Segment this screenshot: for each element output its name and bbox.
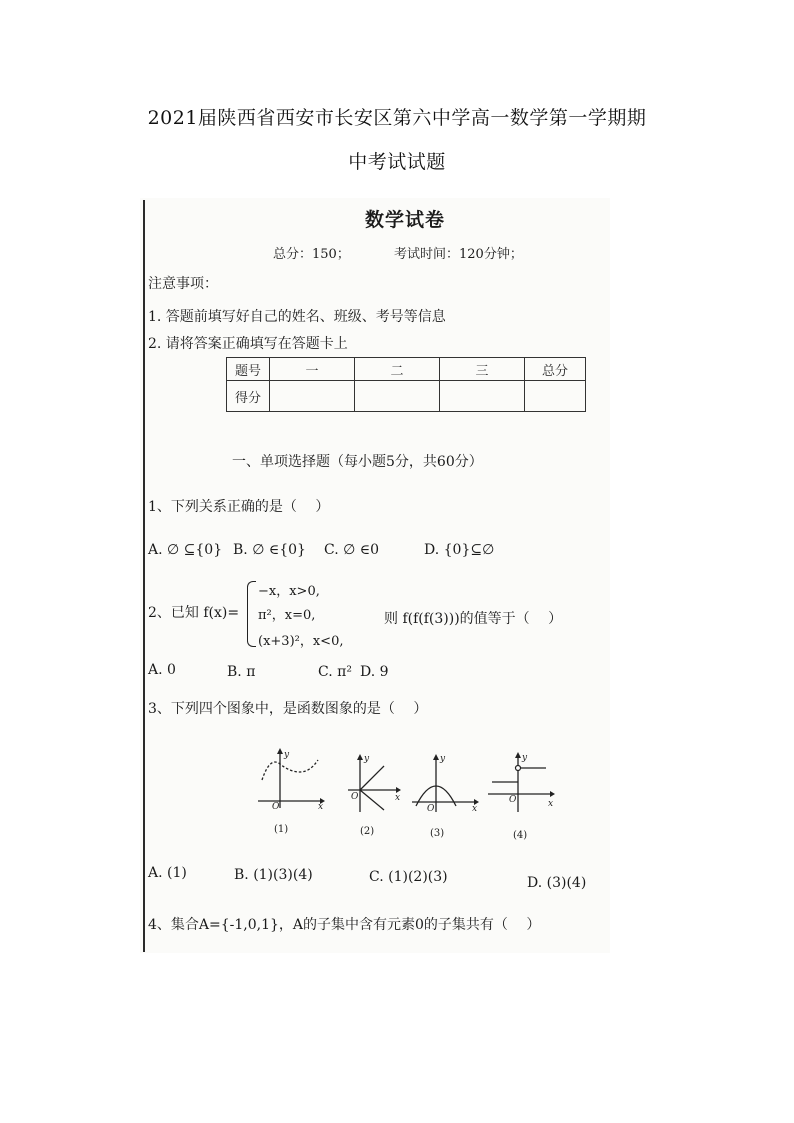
svg-text:x: x [548, 799, 554, 809]
question-3-option-b: B. (1)(3)(4) [234, 867, 313, 883]
score-cell [355, 381, 440, 412]
total-score: 总分：150； [273, 247, 350, 262]
question-3-option-c: C. (1)(2)(3) [369, 869, 448, 885]
score-table-header-cell: 一 [270, 358, 355, 381]
question-3-stem: 3、下列四个图象中，是函数图象的是（ ） [148, 701, 428, 717]
exam-heading: 数学试卷 [365, 209, 446, 231]
graph-3-caption: (3) [430, 828, 445, 839]
document-title-line-1: 2021届陕西省西安市长安区第六中学高一数学第一学期期 [147, 107, 647, 129]
question-1-option-d: D. {0}⊆∅ [424, 542, 495, 558]
question-1-option-b: B. ∅ ∈{0} [233, 542, 306, 558]
question-2-option-a: A. 0 [148, 662, 176, 678]
question-2-option-c: C. π² [318, 664, 352, 680]
section-title: 一、单项选择题（每小题5分，共60分） [232, 454, 483, 470]
question-3-option-a: A. (1) [148, 865, 187, 881]
score-cell [440, 381, 525, 412]
graph-2-caption: (2) [360, 826, 375, 837]
piecewise-case-1: −x，x>0, [258, 584, 320, 599]
svg-text:y: y [364, 754, 370, 764]
svg-text:x: x [472, 804, 478, 814]
question-2-tail: 则 f(f(f(3)))的值等于（ ） [384, 611, 563, 627]
graph-4-caption: (4) [513, 830, 528, 841]
piecewise-case-2: π²，x=0, [258, 608, 316, 623]
piecewise-case-3: (x+3)²，x<0, [258, 634, 344, 649]
question-2-option-d: D. 9 [360, 664, 389, 680]
graph-2-v-shape [346, 752, 402, 814]
note-item: 1. 答题前填写好自己的姓名、班级、考号等信息 [148, 309, 446, 325]
graph-4-step [486, 752, 556, 814]
question-1-option-c: C. ∅ ∈0 [324, 542, 380, 558]
question-1-option-a: A. ∅ ⊆{0} [148, 542, 223, 558]
score-table-header-cell: 三 [440, 358, 525, 381]
question-2-lead: 2、已知 f(x)= [148, 605, 240, 621]
graph-3-parabola [410, 752, 480, 814]
score-cell [525, 381, 586, 412]
question-3-option-d: D. (3)(4) [527, 875, 587, 891]
score-row-label: 得分 [227, 381, 270, 412]
svg-text:O: O [272, 802, 280, 810]
score-table-header-cell: 总分 [525, 358, 586, 381]
score-cell [270, 381, 355, 412]
graph-1-caption: (1) [274, 824, 289, 835]
question-4-stem: 4、集合A={-1,0,1}，A的子集中含有元素0的子集共有（ ） [148, 917, 541, 933]
exam-time: 考试时间：120分钟； [394, 247, 523, 262]
svg-text:y: y [440, 754, 446, 764]
svg-text:y: y [522, 753, 528, 763]
question-1-stem: 1、下列关系正确的是（ ） [148, 499, 330, 515]
svg-text:x: x [395, 793, 401, 803]
piecewise-brace [247, 581, 256, 647]
svg-text:O: O [427, 804, 435, 814]
question-2-option-b: B. π [227, 664, 256, 680]
document-title-line-2: 中考试试题 [348, 151, 446, 173]
note-item: 2. 请将答案正确填写在答题卡上 [148, 336, 348, 352]
svg-text:y: y [284, 750, 290, 760]
score-table-header-cell: 二 [355, 358, 440, 381]
notes-heading: 注意事项： [148, 276, 218, 292]
svg-text:O: O [351, 792, 359, 802]
scan-left-edge [143, 200, 145, 952]
svg-text:x: x [318, 802, 324, 810]
score-table [226, 357, 586, 412]
score-table-header-cell: 题号 [227, 358, 270, 381]
graph-1-wave [256, 748, 326, 810]
svg-text:O: O [509, 795, 517, 805]
